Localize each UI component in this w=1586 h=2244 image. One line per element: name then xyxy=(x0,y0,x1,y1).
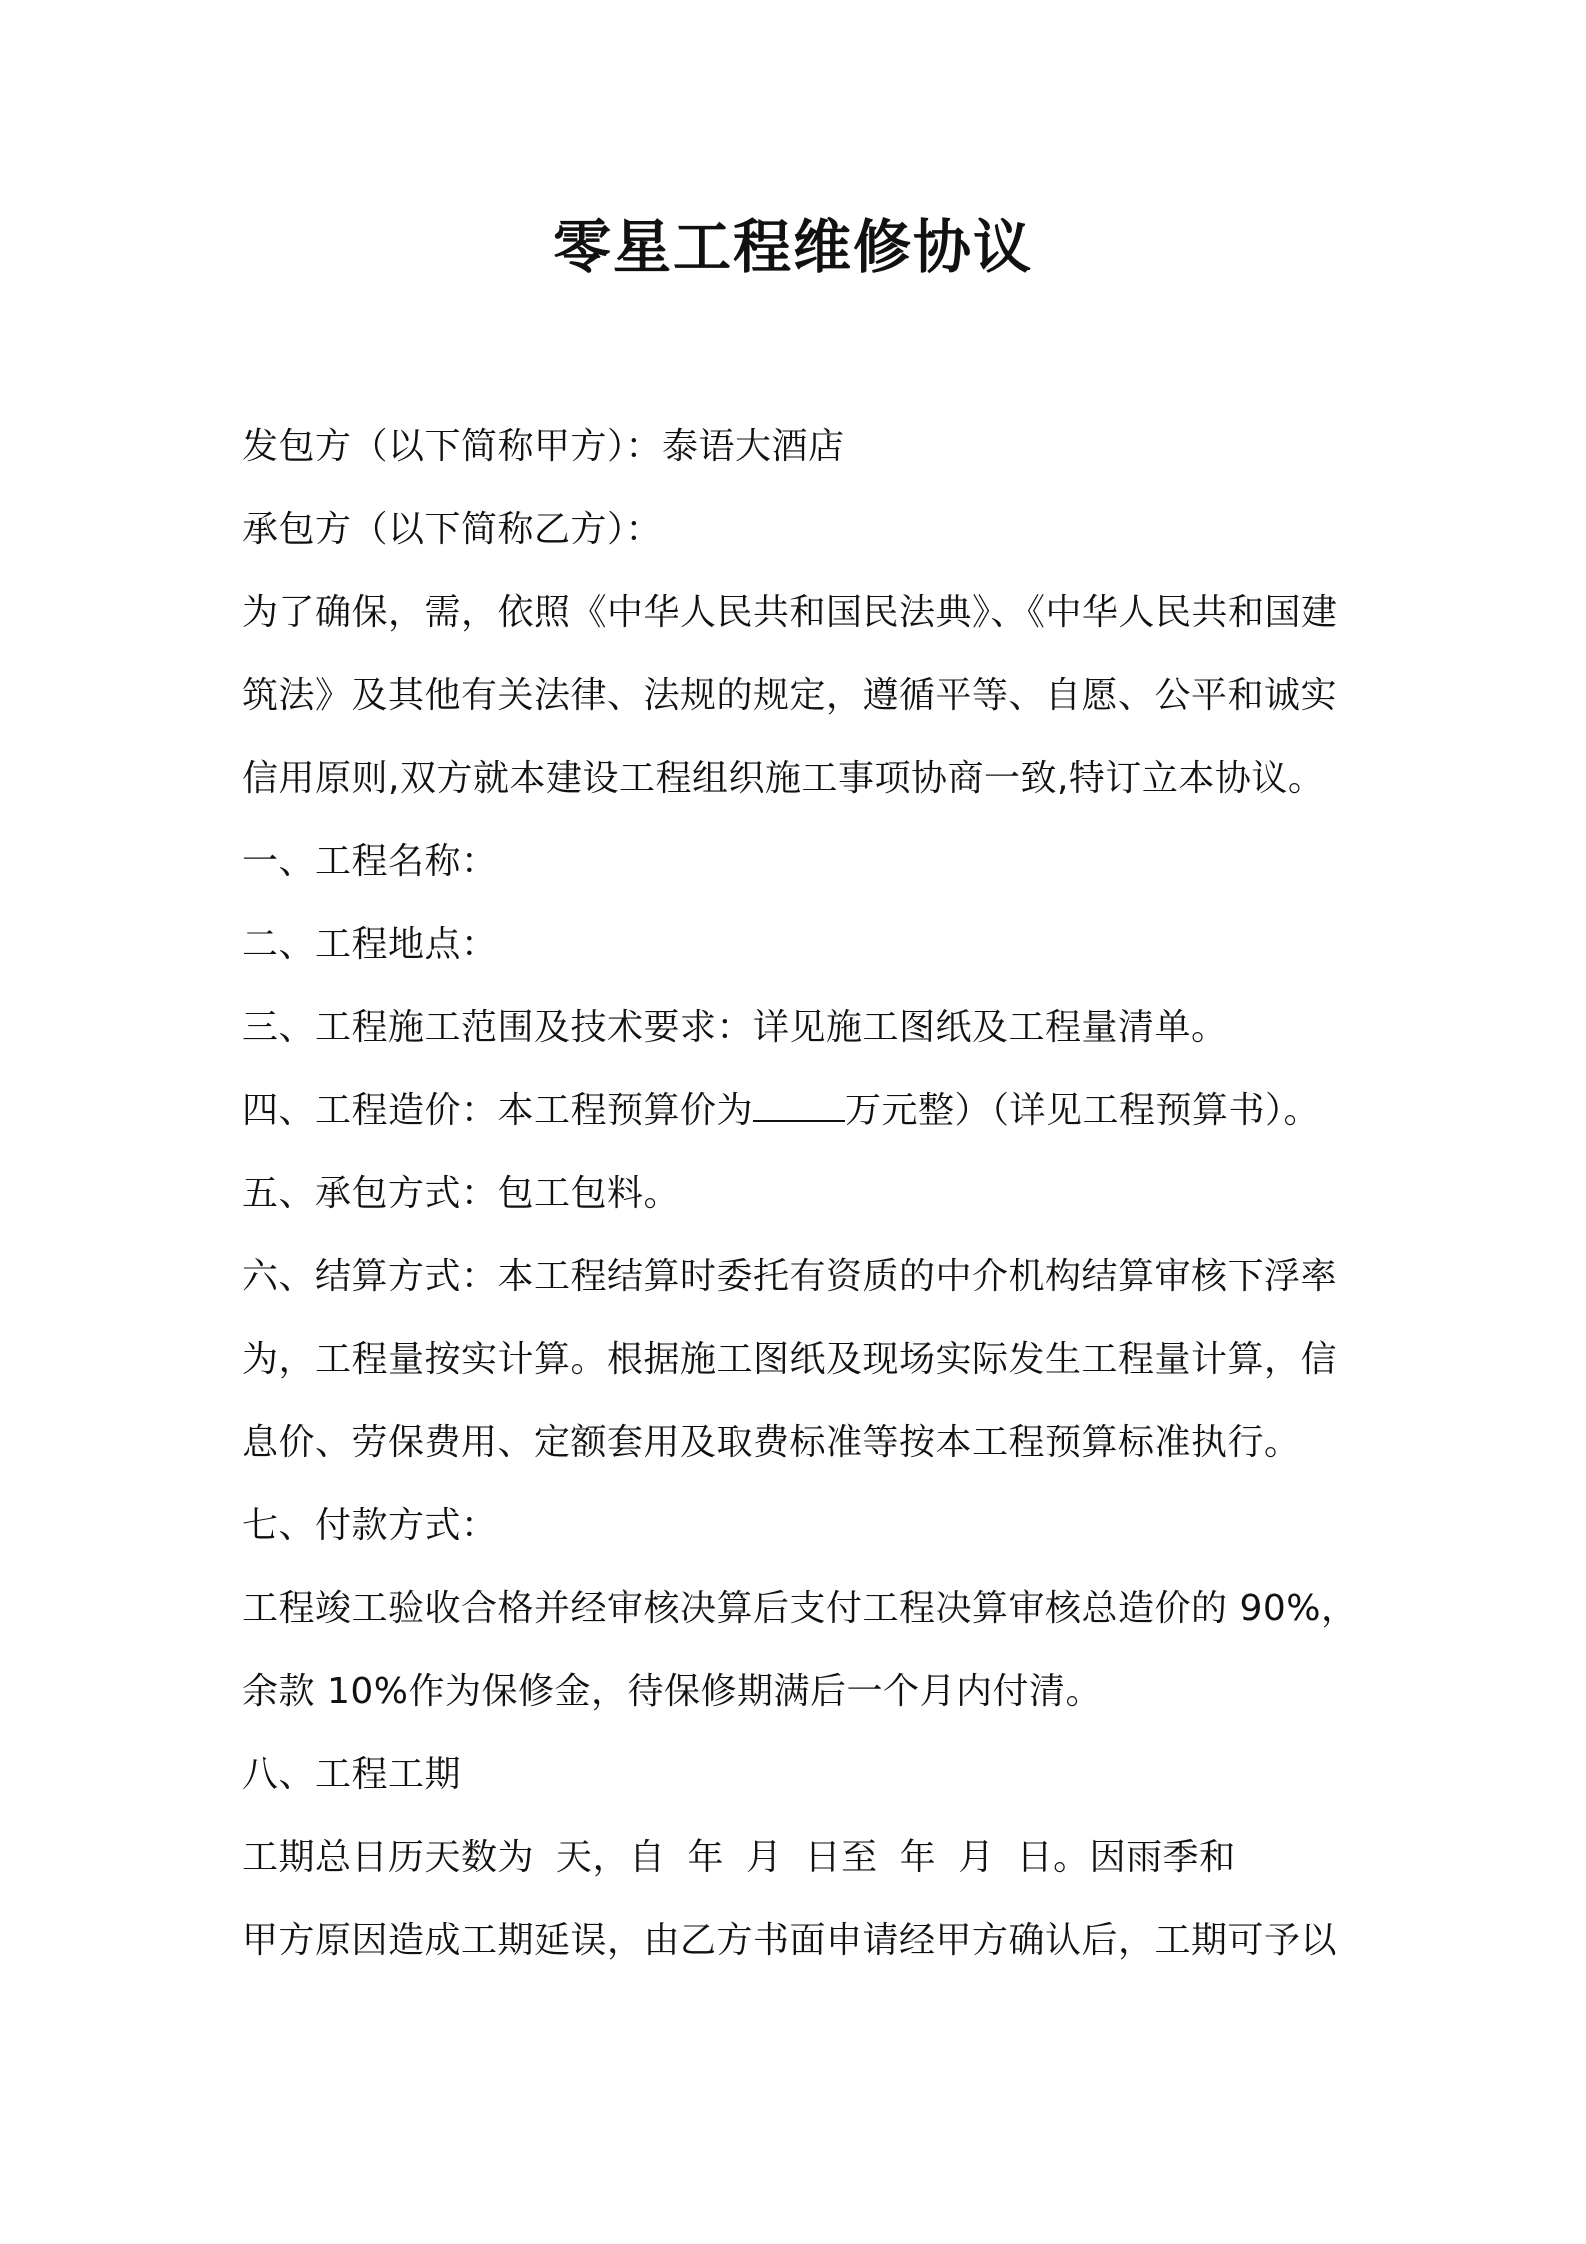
item-duration-line-1 xyxy=(242,1816,1362,1899)
preamble-line-1: 为了确保，需，依照《中华人民共和国民法典》、《中华人民共和国建 xyxy=(242,592,1338,633)
item-duration-line-2: 甲方原因造成工期延误，由乙方书面申请经甲方确认后，工期可予以 xyxy=(242,1920,1338,1961)
party-a-line: 发包方（以下简称甲方）：泰语大酒店 xyxy=(242,426,845,467)
preamble-line-2: 筑法》及其他有关法律、法规的规定，遵循平等、自愿、公平和诚实 xyxy=(242,675,1338,716)
item-cost-suffix: 万元整）（详见工程预算书）。 xyxy=(845,1090,1321,1131)
day-end-label: 日。因雨季和 xyxy=(1016,1837,1236,1878)
document-title: 零星工程维修协议 xyxy=(552,213,1033,281)
duration-prefix: 工期总日历天数为 xyxy=(242,1837,535,1878)
party-b-line: 承包方（以下简称乙方）： xyxy=(242,509,663,550)
end-month-label: 月 xyxy=(958,1837,995,1878)
item-cost-prefix: 四、工程造价：本工程预算价为 xyxy=(242,1090,754,1131)
item-project-location: 二、工程地点： xyxy=(242,924,498,965)
item-payment-heading: 七、付款方式： xyxy=(242,1505,498,1546)
document-body xyxy=(242,405,1362,1982)
start-year-label: 年 xyxy=(687,1837,725,1878)
item-settlement-line-3: 息价、劳保费用、定额套用及取费标准等按本工程预算标准执行。 xyxy=(242,1422,1301,1463)
item-project-name: 一、工程名称： xyxy=(242,841,498,882)
item-duration-heading: 八、工程工期 xyxy=(242,1754,462,1795)
duration-days-from: 天，自 xyxy=(556,1837,666,1878)
item-settlement-line-2: 为，工程量按实计算。根据施工图纸及现场实际发生工程量计算，信 xyxy=(242,1339,1338,1380)
item-settlement-line-1: 六、结算方式：本工程结算时委托有资质的中介机构结算审核下浮率 xyxy=(242,1256,1338,1297)
item-contract-method: 五、承包方式：包工包料。 xyxy=(242,1173,681,1214)
cost-blank xyxy=(753,1080,845,1122)
day-to-label: 日至 xyxy=(804,1837,878,1878)
item-scope-requirements: 三、工程施工范围及技术要求：详见施工图纸及工程量清单。 xyxy=(242,1007,1228,1048)
item-payment-line-1: 工程竣工验收合格并经审核决算后支付工程决算审核总造价的 90%， xyxy=(242,1588,1358,1629)
item-payment-line-2: 余款 10%作为保修金，待保修期满后一个月内付清。 xyxy=(242,1671,1102,1712)
end-year-label: 年 xyxy=(899,1837,937,1878)
start-month-label: 月 xyxy=(746,1837,783,1878)
preamble-line-3: 信用原则,双方就本建设工程组织施工事项协商一致,特订立本协议。 xyxy=(242,758,1325,799)
item-cost xyxy=(242,1069,1362,1152)
